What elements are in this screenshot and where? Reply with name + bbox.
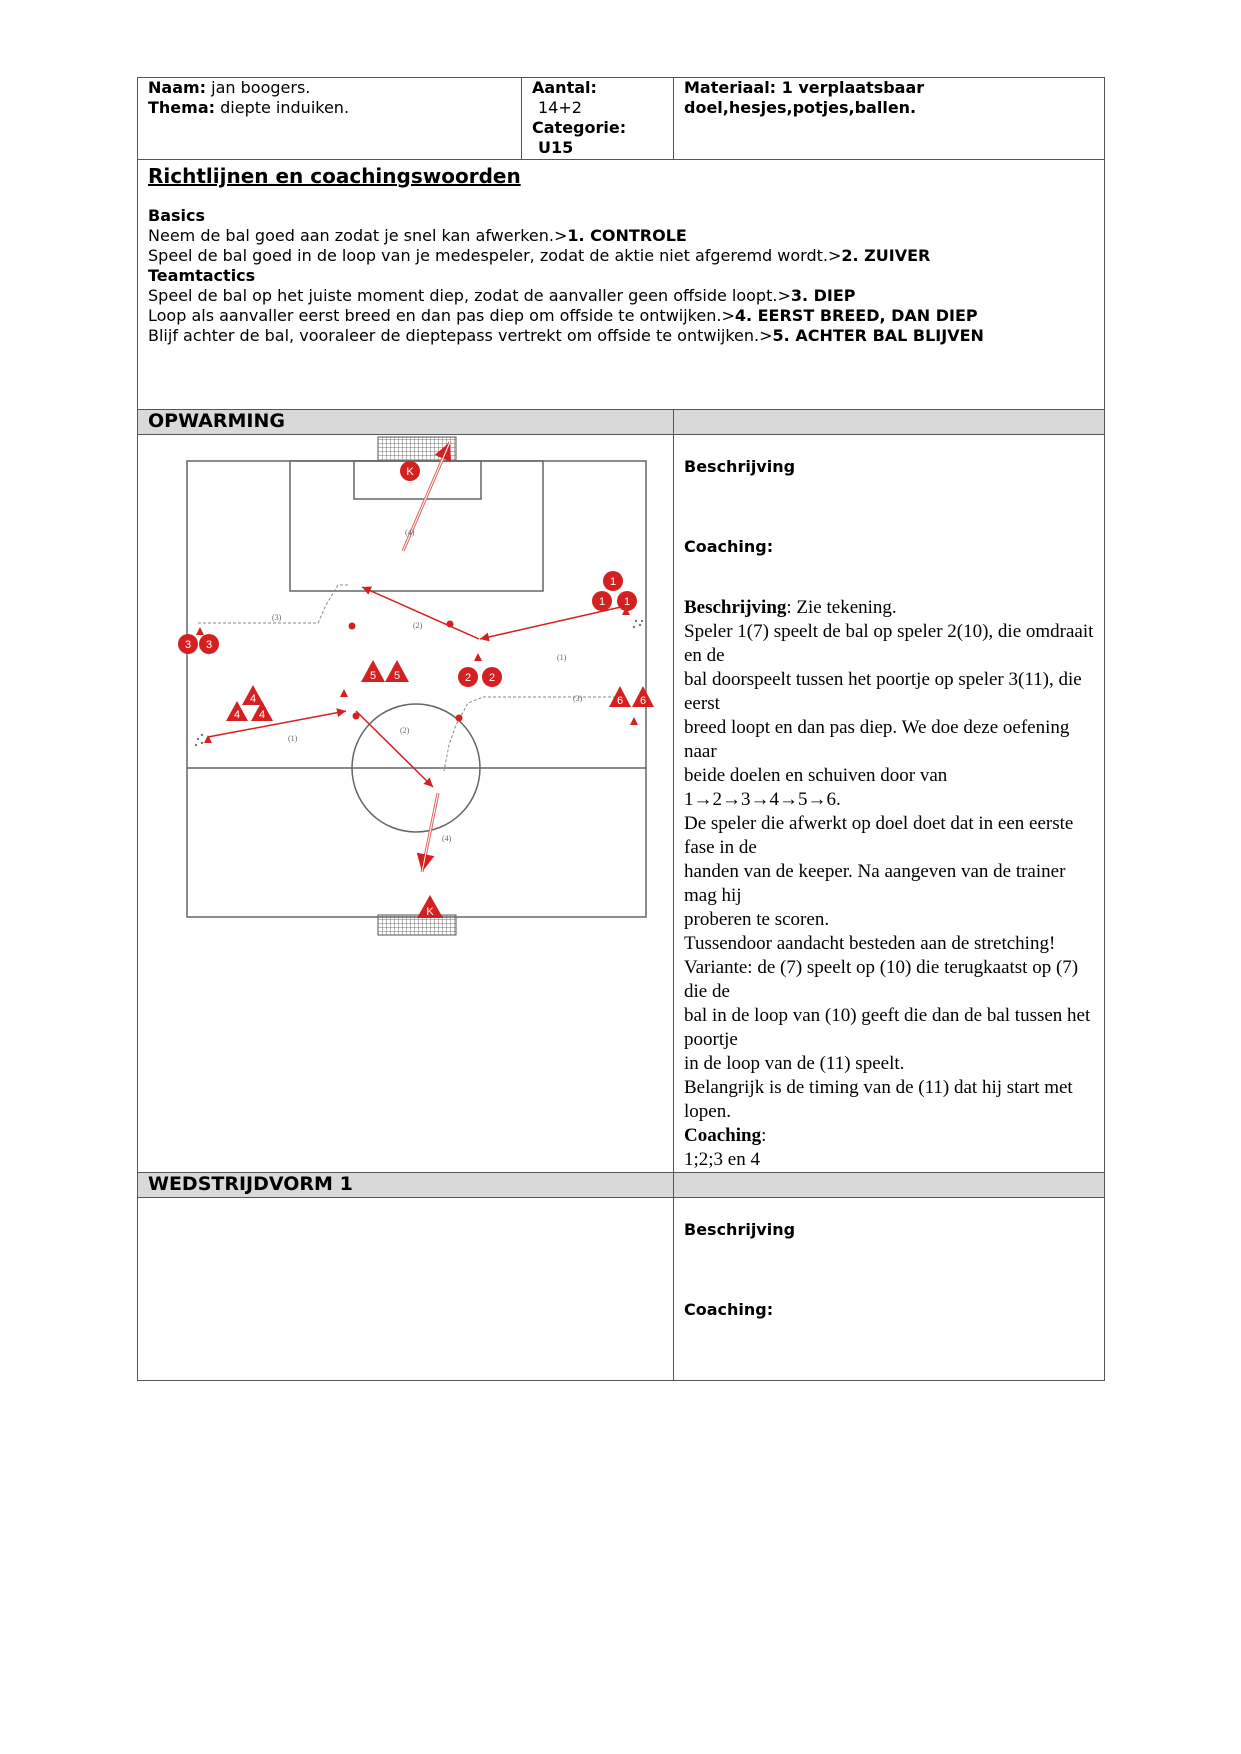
penalty-area bbox=[290, 461, 543, 591]
player-label: 3 bbox=[205, 639, 213, 651]
opwarming-title: OPWARMING bbox=[138, 410, 674, 435]
player-label: K bbox=[406, 466, 414, 478]
pass-label: (4) bbox=[442, 834, 452, 843]
player-label: 1 bbox=[609, 576, 617, 588]
session-sheet bbox=[137, 77, 1104, 1381]
player-label: 6 bbox=[616, 695, 624, 707]
opwarming-bar-right bbox=[674, 410, 1105, 435]
header-row bbox=[138, 78, 1105, 160]
aantal-label: Aantal: bbox=[532, 78, 597, 97]
wedstrijdvorm-title: WEDSTRIJDVORM 1 bbox=[138, 1173, 674, 1198]
coaching-word: 3. DIEP bbox=[790, 286, 856, 305]
categorie-label: Categorie: bbox=[532, 118, 627, 137]
basics-heading: Basics bbox=[148, 206, 206, 225]
opwarming-text-cell bbox=[674, 435, 1105, 1173]
materiaal-line1: Materiaal: 1 verplaatsbaar bbox=[684, 78, 925, 97]
pass-label: (3) bbox=[272, 613, 282, 622]
session-table bbox=[137, 77, 1105, 1381]
player-label: 1 bbox=[598, 596, 606, 608]
categorie-value: U15 bbox=[538, 138, 574, 157]
opwarming-diagram-cell bbox=[138, 435, 674, 1173]
coaching-label: Coaching: bbox=[684, 537, 774, 556]
thema-label: Thema: bbox=[148, 98, 216, 117]
beschrijving-label: Beschrijving bbox=[684, 1220, 796, 1239]
beschrijving-label: Beschrijving bbox=[684, 457, 796, 476]
guideline-line: Speel de bal goed in de loop van je medespeler, zodat de aktie niet afgeremd wordt.>2. ZUIVER bbox=[148, 246, 931, 265]
aantal-cell bbox=[522, 78, 674, 160]
player-label: 5 bbox=[369, 670, 377, 682]
naam-label: Naam: bbox=[148, 78, 207, 97]
guideline-line: Neem de bal goed aan zodat je snel kan afwerken.>1. CONTROLE bbox=[148, 226, 687, 245]
richtlijnen-cell bbox=[138, 160, 1105, 410]
materiaal-line2: doel,hesjes,potjes,ballen. bbox=[684, 98, 917, 117]
naam-thema-cell bbox=[138, 78, 522, 160]
pass-label: (4) bbox=[405, 528, 415, 537]
wedstrijdvorm-text-cell bbox=[674, 1198, 1105, 1381]
aantal-value: 14+2 bbox=[538, 98, 582, 117]
player-label: 4 bbox=[258, 709, 266, 721]
cone-dot bbox=[353, 713, 360, 720]
wedstrijdvorm-diagram-cell bbox=[138, 1198, 674, 1381]
pass-arrow-1-right bbox=[480, 607, 621, 639]
coaching-word: 1. CONTROLE bbox=[567, 226, 687, 245]
opwarming-bar bbox=[138, 410, 1105, 435]
teamtactics-heading: Teamtactics bbox=[148, 266, 256, 285]
coaching-word: 2. ZUIVER bbox=[841, 246, 931, 265]
wedstrijdvorm-bar-right bbox=[674, 1173, 1105, 1198]
richtlijnen-title: Richtlijnen en coachingswoorden bbox=[148, 164, 521, 188]
cone-icon bbox=[196, 627, 204, 635]
pass-arrow-2-bottom bbox=[356, 711, 433, 787]
guideline-line: Loop als aanvaller eerst breed en dan pas diep om offside te ontwijken.>4. EERST BREED, DAN DIEP bbox=[148, 306, 978, 325]
cone-icon bbox=[340, 689, 348, 697]
player-label: 2 bbox=[464, 672, 472, 684]
thema-value: diepte induiken. bbox=[220, 98, 350, 117]
coaching-word: 5. ACHTER BAL BLIJVEN bbox=[772, 326, 984, 345]
guideline-line: Speel de bal op het juiste moment diep, zodat de aanvaller geen offside loopt.>3. DIEP bbox=[148, 286, 856, 305]
pass-label: (1) bbox=[557, 653, 567, 662]
wedstrijdvorm-row bbox=[138, 1198, 1105, 1381]
pass-label: (2) bbox=[413, 621, 423, 630]
richtlijnen-body bbox=[148, 206, 1094, 346]
materiaal-cell bbox=[674, 78, 1105, 160]
pass-label: (2) bbox=[400, 726, 410, 735]
opwarming-description: Beschrijving: Zie tekening. Speler 1(7) speelt de bal op speler 2(10), die omdraait en de bal doorspeelt tussen het poortje op speler 3(11), die eerst breed loopt en dan pas diep. We doe deze oefening naar beide doelen en schuiven door van 1→2→3→4→5→6. De speler die afwerkt op doel doet dat in een eerste fase in de handen van de keeper. Na aangeven van de trainer mag hij proberen te scoren. Tussendoor aandacht besteden aan de stretching! Variante: de (7) speelt op (10) die terugkaatst op (7) die de bal in de loop van (10) geeft die dan de bal tussen het poortje in de loop van de (11) speelt. Belangrijk is de timing van de (11) dat hij start met lopen. Coaching: 1;2;3 en 4 bbox=[684, 597, 1094, 1170]
player-label: K bbox=[426, 906, 434, 918]
coaching-label: Coaching: bbox=[684, 1300, 774, 1319]
player-label: 5 bbox=[393, 670, 401, 682]
pass-label: (3) bbox=[573, 694, 583, 703]
naam-value: jan boogers. bbox=[211, 78, 311, 97]
pitch-outline bbox=[184, 461, 646, 917]
pitch-diagram bbox=[138, 435, 673, 1169]
cone-icon bbox=[474, 653, 482, 661]
pass-arrow-1-left bbox=[208, 711, 346, 737]
richtlijnen-row bbox=[138, 160, 1105, 410]
player-label: 4 bbox=[233, 709, 241, 721]
player-label: 3 bbox=[184, 639, 192, 651]
wedstrijdvorm-bar bbox=[138, 1173, 1105, 1198]
cone-dot bbox=[349, 623, 356, 630]
player-label: 1 bbox=[623, 596, 631, 608]
cone-dot bbox=[456, 715, 463, 722]
coaching-word: 4. EERST BREED, DAN DIEP bbox=[734, 306, 978, 325]
cone-dot bbox=[447, 621, 454, 628]
opwarming-row bbox=[138, 435, 1105, 1173]
guideline-line: Blijf achter de bal, vooraleer de dieptepass vertrekt om offside te ontwijken.>5. ACHTER BAL BLIJVEN bbox=[148, 326, 984, 345]
player-label: 6 bbox=[639, 695, 647, 707]
pass-arrow-2-top bbox=[362, 587, 479, 639]
cone-icon bbox=[630, 717, 638, 725]
player-label: 2 bbox=[488, 672, 496, 684]
pass-label: (1) bbox=[288, 734, 298, 743]
player-label: 4 bbox=[249, 693, 257, 705]
